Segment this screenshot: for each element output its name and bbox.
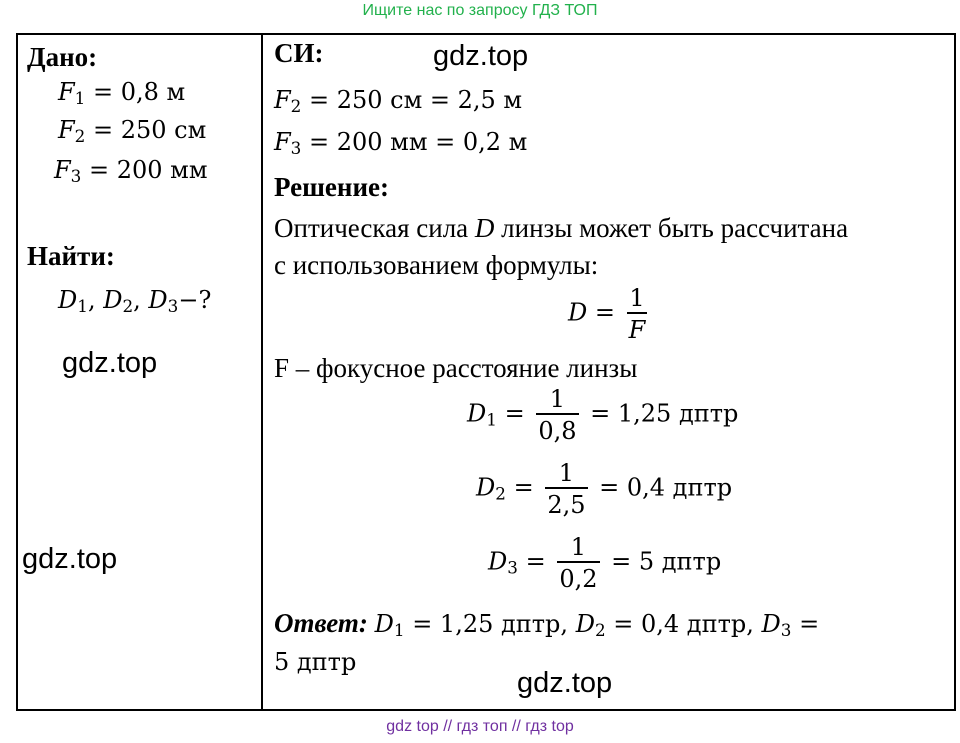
formula-fraction: $\frac{1}{F}$ — [628, 284, 646, 344]
calc-d1: $D_1$ = $\frac{1}{0,8}$ = 1,25 дптр — [467, 385, 739, 445]
watermark: gdz.top — [517, 667, 613, 699]
answer-line-1: Ответ: $D_1 = 1,25$ дптр, $D_2 = 0,4$ дптр, $D_3$ = — [274, 608, 820, 641]
watermark: gdz.top — [22, 543, 118, 575]
given-title: Дано: — [27, 42, 98, 72]
calc-d2: $D_2$ = $\frac{1}{2,5}$ = 0,4 дптр — [476, 459, 733, 519]
focal-note: F – фокусное расстояние линзы — [274, 353, 638, 383]
fraction-d1: $\frac{1}{0,8}$ — [538, 385, 577, 445]
solution-title: Решение: — [274, 172, 389, 202]
find-values: $D_1$, $D_2$, $D_3-$? — [58, 286, 212, 317]
given-f1: $F_1 = 0,8$ м — [58, 78, 186, 109]
si-f2: $F_2 = 250$ см = 2,5 м — [274, 86, 523, 117]
solution-line-1: Оптическая сила D линзы может быть рассчитана — [274, 213, 849, 243]
bottom-banner: gdz top // гдз топ // гдз top — [386, 718, 574, 735]
fraction-d2: $\frac{1}{2,5}$ — [547, 459, 586, 519]
calc-d3: $D_3$ = $\frac{1}{0,2}$ = 5 дптр — [488, 533, 722, 593]
answer-line-2: 5 дптр — [274, 648, 357, 676]
solution-line-2: с использованием формулы: — [274, 250, 599, 280]
si-title: СИ: — [274, 38, 324, 68]
given-f2: $F_2 = 250$ см — [58, 116, 207, 147]
top-banner: Ищите нас по запросу ГДЗ ТОП — [362, 2, 598, 19]
watermark: gdz.top — [62, 347, 158, 379]
find-title: Найти: — [27, 241, 115, 271]
formula-d: D = $\frac{1}{F}$ — [568, 284, 646, 344]
si-f3: $F_3 = 200$ мм = 0,2 м — [274, 128, 528, 159]
given-f3: $F_3 = 200$ мм — [54, 156, 208, 187]
fraction-d3: $\frac{1}{0,2}$ — [559, 533, 598, 593]
column-divider — [261, 33, 263, 711]
watermark: gdz.top — [433, 40, 529, 72]
